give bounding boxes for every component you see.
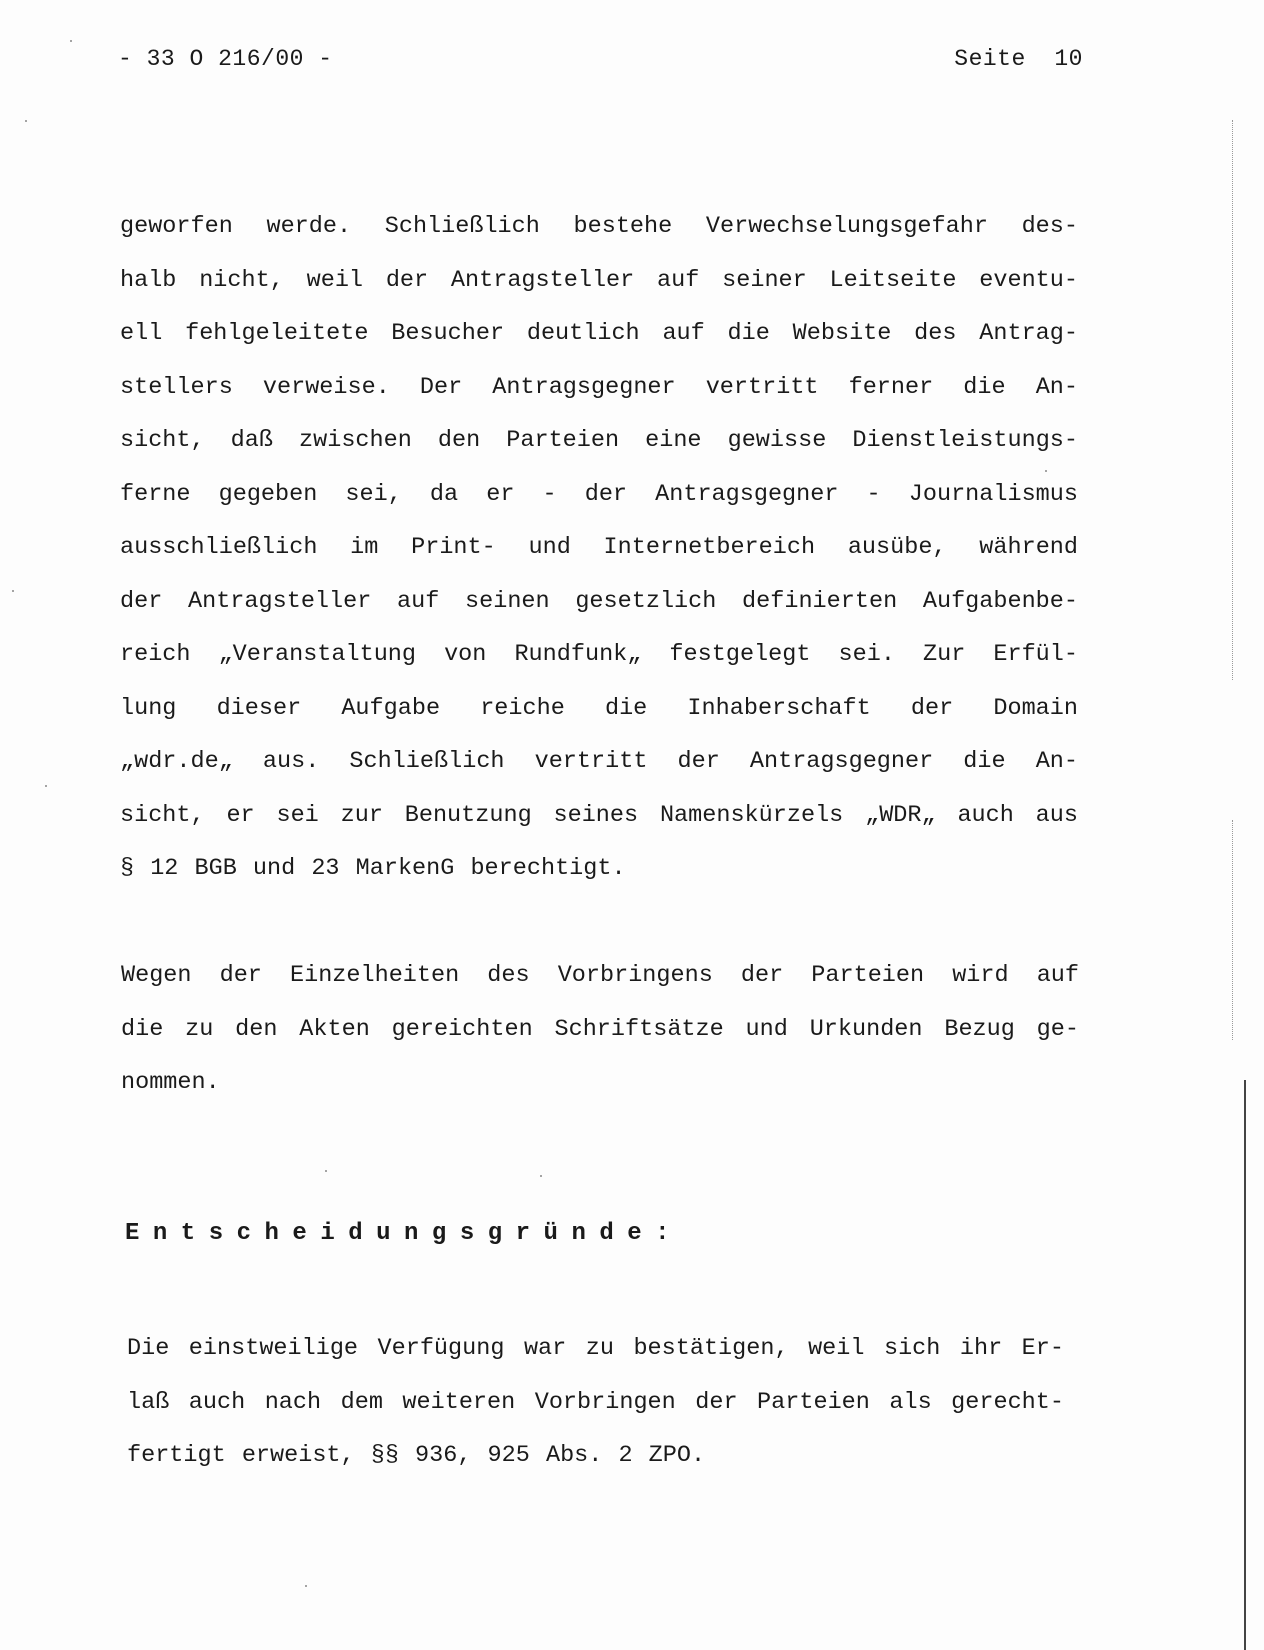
text-line: die zu den Akten gereichten Schriftsätze und Urkunden Bezug ge-	[121, 1015, 1079, 1043]
page-number: Seite 10	[954, 46, 1083, 72]
text-line: fertigt erweist, §§ 936, 925 Abs. 2 ZPO.	[127, 1442, 706, 1469]
scan-edge-dots	[1232, 120, 1234, 680]
paragraph-party-arguments	[120, 200, 1078, 896]
scan-speck	[540, 1175, 542, 1177]
text-line: halb nicht, weil der Antragsteller auf seiner Leitseite eventu-	[120, 266, 1078, 294]
text-line: sicht, er sei zur Benutzung seines Namenskürzels „WDR„ auch aus	[120, 801, 1078, 829]
text-line: laß auch nach dem weiteren Vorbringen der Parteien als gerecht-	[127, 1388, 1064, 1416]
scan-speck	[45, 785, 47, 787]
text-line: „wdr.de„ aus. Schließlich vertritt der Antragsgegner die An-	[120, 748, 1078, 775]
text-line: § 12 BGB und 23 MarkenG berechtigt.	[120, 855, 626, 882]
scan-speck	[325, 1170, 327, 1172]
text-line: Die einstweilige Verfügung war zu bestätigen, weil sich ihr Er-	[127, 1335, 1064, 1362]
text-line: ausschließlich im Print- und Internetbereich ausübe, während	[120, 534, 1078, 561]
text-line: nommen.	[121, 1069, 220, 1096]
text-line: reich „Veranstaltung von Rundfunk„ festgelegt sei. Zur Erfül-	[120, 641, 1078, 668]
section-heading: Entscheidungsgründe:	[125, 1220, 684, 1247]
text-line: ell fehlgeleitete Besucher deutlich auf die Website des Antrag-	[120, 320, 1078, 347]
text-line: stellers verweise. Der Antragsgegner vertritt ferner die An-	[120, 373, 1078, 401]
scan-speck	[12, 590, 14, 592]
text-line: lung dieser Aufgabe reiche die Inhaberschaft der Domain	[120, 694, 1078, 722]
scan-edge-dots	[1232, 820, 1234, 1040]
scan-speck	[1045, 470, 1047, 472]
text-line: der Antragsteller auf seinen gesetzlich definierten Aufgabenbe-	[120, 587, 1078, 615]
scan-edge-line	[1244, 1080, 1246, 1650]
case-number: - 33 O 216/00 -	[118, 46, 333, 72]
text-line: ferne gegeben sei, da er - der Antragsgegner - Journalismus	[120, 480, 1078, 508]
text-line: Wegen der Einzelheiten des Vorbringens der Parteien wird auf	[121, 962, 1079, 989]
paragraph-decision	[127, 1322, 1064, 1483]
scan-speck	[70, 40, 72, 42]
scan-speck	[305, 1585, 307, 1587]
scan-speck	[25, 120, 27, 122]
text-line: geworfen werde. Schließlich bestehe Verwechselungsgefahr des-	[120, 213, 1078, 240]
text-line: sicht, daß zwischen den Parteien eine gewisse Dienstleistungs-	[120, 427, 1078, 454]
paragraph-reference-to-files	[121, 949, 1079, 1110]
